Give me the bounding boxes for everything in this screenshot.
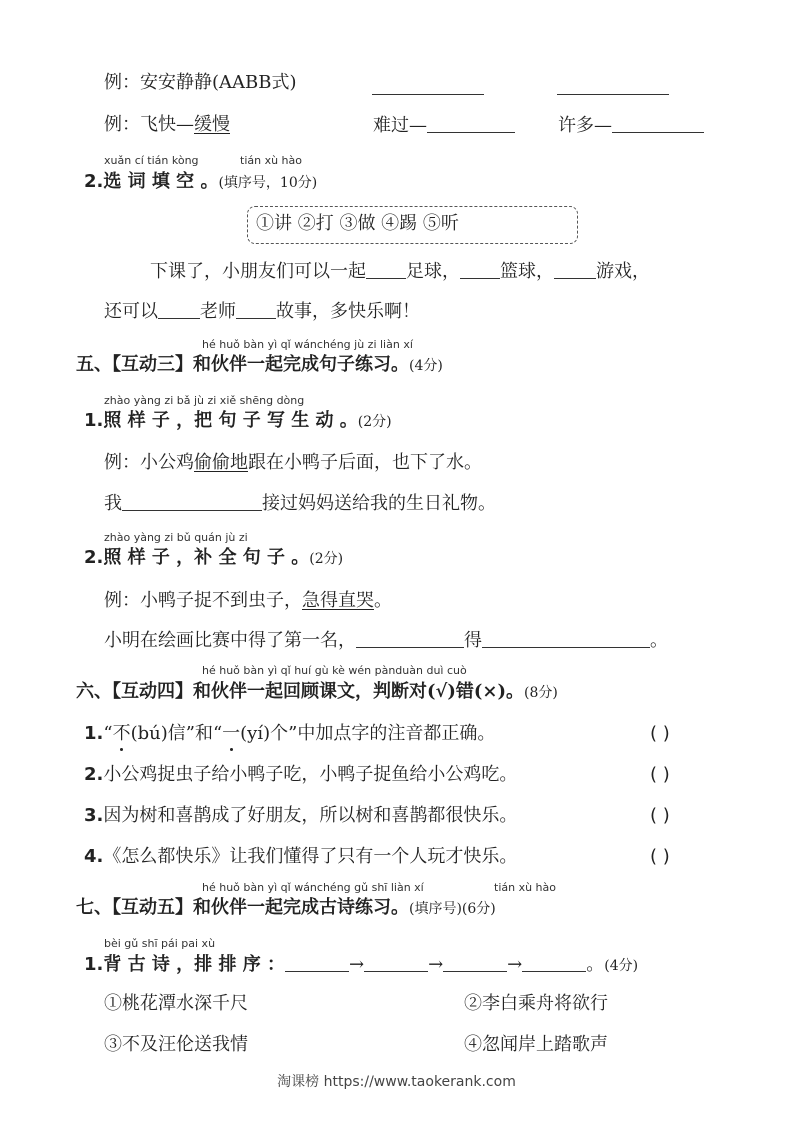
- dotted-char: 一: [222, 723, 241, 744]
- footer-watermark: 淘课榜 https://www.taokerank.com: [277, 1074, 516, 1090]
- pinyin: zhào yàng zi bǔ quán jù zi: [104, 531, 248, 544]
- fill-sentence: [150, 260, 650, 283]
- section-heading-text: 六、【互动四】和伙伴一起回顾课文，判断对(√)错(×)。: [76, 681, 524, 702]
- question-points: (2分): [357, 414, 392, 430]
- answer-blank[interactable]: [443, 953, 507, 972]
- judgement-item: [84, 846, 517, 868]
- sentence-part: 篮球，: [500, 261, 554, 282]
- example-sentence: [104, 452, 482, 474]
- pinyin: hé huǒ bàn yì qǐ huí gù kè wén pànduàn duì cuò: [202, 664, 467, 677]
- answer-parentheses[interactable]: ( ): [650, 764, 670, 785]
- antonym-item: [373, 114, 515, 137]
- question-title-text: 照 样 子 ，把 句 子 写 生 动 。: [103, 410, 358, 431]
- question-number: 2.: [84, 547, 104, 568]
- fill-sentence: [104, 492, 496, 515]
- section-heading: [76, 681, 558, 704]
- example-antonym-prefix: 例：飞快—: [104, 114, 194, 135]
- answer-parentheses[interactable]: ( ): [650, 846, 670, 867]
- item-number: 3.: [84, 805, 104, 826]
- answer-blank[interactable]: [612, 114, 704, 133]
- example-aabb: [104, 72, 297, 94]
- sentence-part: 。: [650, 630, 668, 651]
- judgement-item: [84, 723, 495, 745]
- section-heading-text: 五、【互动三】和伙伴一起完成句子练习。: [76, 354, 409, 375]
- answer-blank[interactable]: [236, 300, 276, 319]
- sentence-part: 跟在小鸭子后面，也下了水。: [248, 452, 482, 473]
- pinyin: hé huǒ bàn yì qǐ wánchéng gǔ shī liàn xí: [202, 881, 424, 894]
- sentence-part: 下课了，小朋友们可以一起: [150, 261, 366, 282]
- answer-parentheses[interactable]: ( ): [650, 723, 670, 744]
- dotted-char: 不: [112, 723, 131, 744]
- answer-blank[interactable]: [158, 300, 200, 319]
- pinyin: hé huǒ bàn yì qǐ wánchéng jù zi liàn xí: [202, 338, 413, 351]
- question-number: 1.: [84, 954, 104, 975]
- pinyin: xuǎn cí tián kòng: [104, 154, 199, 167]
- example-antonym-answer: 缓慢: [194, 114, 230, 135]
- answer-parentheses[interactable]: ( ): [650, 805, 670, 826]
- sentence-part: 。: [586, 954, 605, 975]
- pinyin: tián xù hào: [240, 154, 302, 167]
- example-sentence: [104, 590, 392, 612]
- judgement-item: [84, 805, 517, 827]
- item-text: 小公鸡捉虫子给小鸭子吃，小鸭子捉鱼给小公鸡吃。: [103, 764, 518, 785]
- options-list: ①讲 ②打 ③做 ④踢 ⑤听: [256, 213, 459, 234]
- item-text: 《怎么都快乐》让我们懂得了只有一个人玩才快乐。: [103, 846, 518, 867]
- answer-blank[interactable]: [522, 953, 586, 972]
- question-points: (填序号，10分): [218, 175, 318, 191]
- antonym-item-label: 许多—: [558, 115, 612, 136]
- question-title-text: 背 古 诗 ，排 排 序 ：: [103, 954, 285, 975]
- section-points: (8分): [523, 685, 558, 701]
- answer-blank[interactable]: [364, 953, 428, 972]
- pinyin: zhào yàng zi bǎ jù zi xiě shēng dòng: [104, 394, 305, 407]
- question-points: (2分): [309, 551, 344, 567]
- sentence-part: 故事，多快乐啊！: [276, 301, 420, 322]
- question-title-text: 照 样 子 ，补 全 句 子 。: [103, 547, 310, 568]
- answer-blank[interactable]: [427, 114, 515, 133]
- poem-line: ④忽闻岸上踏歌声: [464, 1034, 608, 1055]
- sentence-part: 例：小公鸡: [104, 452, 194, 473]
- fill-sentence: [104, 300, 420, 323]
- question-number: 2.: [84, 171, 104, 192]
- item-number: 4.: [84, 846, 104, 867]
- arrow-icon: →: [348, 954, 365, 975]
- pinyin: tián xù hào: [494, 881, 556, 894]
- arrow-icon: →: [507, 954, 523, 975]
- section-heading: [76, 897, 496, 920]
- section-points: (填序号)(6分): [409, 901, 496, 917]
- question-title: [84, 953, 638, 977]
- answer-blank[interactable]: [356, 629, 464, 648]
- question-points: (4分): [604, 958, 639, 974]
- sentence-underlined: 偷偷地: [194, 452, 248, 473]
- sentence-part: 足球，: [406, 261, 460, 282]
- sentence-underlined: 急得直哭: [302, 590, 374, 611]
- antonym-item-label: 难过—: [373, 115, 427, 136]
- poem-line: ②李白乘舟将欲行: [464, 993, 608, 1014]
- sentence-part: 还可以: [104, 301, 158, 322]
- answer-blank[interactable]: [460, 260, 500, 279]
- judgement-item: [84, 764, 517, 786]
- sentence-part: 我: [104, 493, 122, 514]
- item-text: “: [103, 723, 113, 744]
- answer-blank[interactable]: [554, 260, 596, 279]
- pinyin: bèi gǔ shī pái pai xù: [104, 937, 216, 950]
- item-number: 2.: [84, 764, 104, 785]
- arrow-icon: →: [428, 954, 444, 975]
- answer-blank[interactable]: [366, 260, 406, 279]
- sentence-part: 例：小鸭子捉不到虫子，: [104, 590, 302, 611]
- question-title: [84, 410, 392, 433]
- example-aabb-text: 例：安安静静(AABB式): [104, 72, 297, 93]
- answer-blank[interactable]: [372, 76, 484, 95]
- answer-blank[interactable]: [482, 629, 650, 648]
- sentence-part: 接过妈妈送给我的生日礼物。: [262, 493, 496, 514]
- question-title-text: 选 词 填 空 。: [103, 171, 219, 192]
- question-title: [84, 547, 343, 570]
- item-text: 因为树和喜鹊成了好朋友，所以树和喜鹊都很快乐。: [103, 805, 518, 826]
- item-text: (bú)信”和“: [130, 723, 223, 744]
- sentence-part: 游戏，: [596, 261, 650, 282]
- question-title: [84, 171, 317, 194]
- answer-blank[interactable]: [122, 492, 262, 511]
- sentence-part: 小明在绘画比赛中得了第一名，: [104, 630, 356, 651]
- sentence-part: 老师: [200, 301, 236, 322]
- sentence-part: 。: [374, 590, 392, 611]
- answer-blank[interactable]: [285, 953, 349, 972]
- sentence-part: 得: [464, 630, 482, 651]
- answer-blank[interactable]: [557, 76, 669, 95]
- poem-line: ①桃花潭水深千尺: [104, 993, 248, 1014]
- fill-sentence: [104, 629, 668, 652]
- antonym-item: [558, 114, 704, 137]
- section-heading: [76, 354, 443, 377]
- example-antonym: [104, 114, 230, 136]
- section-heading-text: 七、【互动五】和伙伴一起完成古诗练习。: [76, 897, 409, 918]
- item-number: 1.: [84, 723, 104, 744]
- item-text: (yí)个”中加点字的注音都正确。: [240, 723, 496, 744]
- poem-line: ③不及汪伦送我情: [104, 1034, 248, 1055]
- section-points: (4分): [409, 358, 443, 374]
- question-number: 1.: [84, 410, 104, 431]
